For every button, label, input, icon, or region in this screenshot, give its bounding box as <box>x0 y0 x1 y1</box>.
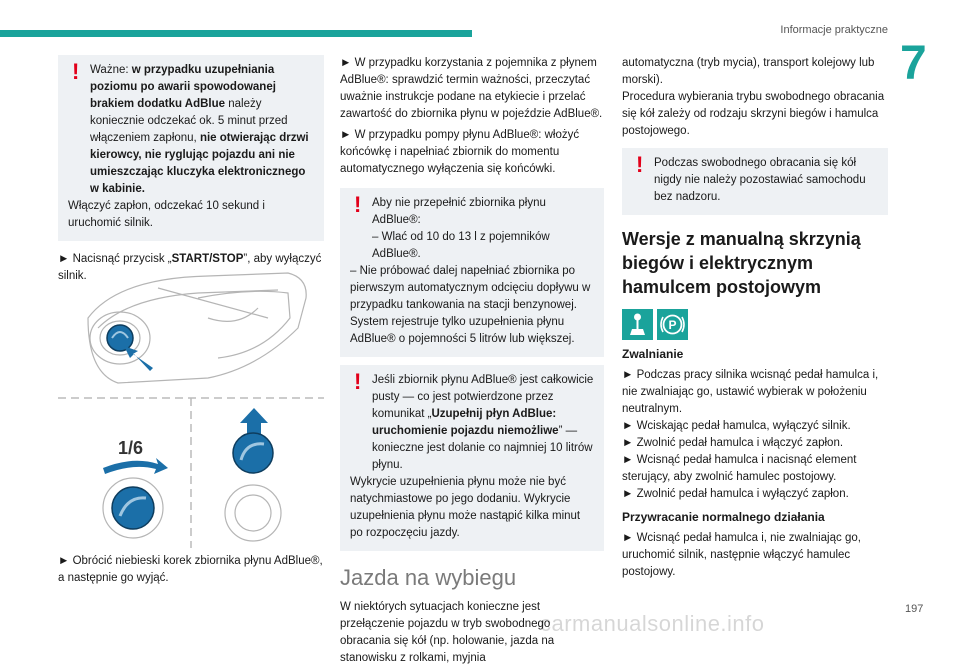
warning-2-line1: Aby nie przepełnić zbiornika płynu AdBlue®: <box>372 197 546 226</box>
warning-icon: ! <box>636 152 644 177</box>
procedure-text: Procedura wybierania trybu swobodnego obracania się kół zależy od rodzaju skrzyni biegów i hamulca postojowego. <box>622 91 885 137</box>
warning-icon: ! <box>354 192 362 217</box>
warning-box-1 <box>58 55 324 241</box>
column-1-bottom <box>58 553 324 591</box>
warning-box-4 <box>622 148 888 215</box>
step-container: ► W przypadku korzystania z pojemnika z płynem AdBlue®: sprawdzić termin ważności, przeczytać uważnie instrukcje podane na etykiecie i przelać zawartość do zbiornika płynu w pojeździe AdBlue®. <box>340 57 603 120</box>
svg-text:P: P <box>668 318 677 332</box>
warning-icon: ! <box>354 369 362 394</box>
step-remove-cap: ► Obrócić niebieski korek zbiornika płynu AdBlue®, a następnie go wyjąć. <box>58 555 323 584</box>
section-coasting-text: W niektórych sytuacjach konieczne jest przełączenie pojazdu w tryb swobodnego obracania się kół (np. holowanie, jazda na stanowisku z rolkami, myjnia <box>340 601 555 664</box>
release-step-5: ► Zwolnić pedał hamulca i wyłączyć zapłon. <box>622 488 849 500</box>
restore-step: ► Wcisnąć pedał hamulca i, nie zwalniając go, uruchomić silnik, następnie włączyć hamulec postojowy. <box>622 532 861 578</box>
release-step-1: ► Podczas pracy silnika wcisnąć pedał hamulca i, nie zwalniając go, ustawić wybierak w położeniu neutralnym. <box>622 369 879 415</box>
warning-box-2 <box>340 188 604 357</box>
warning-3-text1: Jeśli zbiornik płynu AdBlue® jest całkowicie pusty — co jest potwierdzone przez komunikat „ <box>372 374 594 420</box>
blue-cap-rotate <box>112 487 154 529</box>
warning-3-text2: ” — konieczne jest dolanie co najmniej 10 litrów płynu. <box>372 425 593 471</box>
warning-1-text1: należy koniecznie odczekać ok. 5 minut przed włączeniem zapłonu, <box>90 98 288 144</box>
release-step-4: ► Wcisnąć pedał hamulca i nacisnąć element sterujący, aby zwolnić hamulec postojowy. <box>622 454 857 483</box>
start-stop-label: START/STOP <box>171 253 244 265</box>
gear-lever-icon <box>622 309 653 340</box>
column-2 <box>340 55 604 671</box>
page-number: 197 <box>905 603 924 615</box>
header-title: Informacje praktyczne <box>780 24 888 36</box>
step-pump: ► W przypadku pompy płynu AdBlue®: włożyć końcówkę i napełniać zbiornik do momentu automatycznego wyłączenia się końcówki. <box>340 129 580 175</box>
release-step-3: ► Zwolnić pedał hamulca i włączyć zapłon. <box>622 437 844 449</box>
warning-1-bold1: w przypadku uzupełniania poziomu po awarii spowodowanej brakiem dodatku AdBlue <box>90 64 276 110</box>
col3-continuation: automatyczna (tryb mycia), transport kolejowy lub morski). <box>622 57 875 86</box>
warning-1-text2: Włączyć zapłon, odczekać 10 sekund i uruchomić silnik. <box>68 200 265 229</box>
header-accent-bar <box>0 30 472 37</box>
column-3 <box>622 55 888 585</box>
adblue-cap-illustration <box>58 258 324 548</box>
warning-box-3 <box>340 365 604 551</box>
release-step-2: ► Wciskając pedał hamulca, wyłączyć silnik. <box>622 420 851 432</box>
step-stop-engine-post: ”, aby wyłączyć silnik. <box>58 253 322 282</box>
subheading-restore: Przywracanie normalnego działania <box>622 510 825 524</box>
warning-3-text3: Wykrycie uzupełnienia płynu może nie być natychmiastowe po jego dodaniu. Wykrycie uzupełnienia płynu może nastąpić kilka minut po rozpoczęciu jazdy. <box>350 476 581 539</box>
section-heading-manual: Wersje z manualną skrzynią biegów i elektrycznym hamulcem postojowym <box>622 229 861 297</box>
warning-1-intro: Ważne: <box>90 64 132 76</box>
icon-row <box>622 309 888 340</box>
blue-cap-top <box>107 325 133 351</box>
parking-brake-icon <box>657 309 688 340</box>
watermark: carmanualsonline.info <box>540 611 765 636</box>
warning-1-bold2: nie otwierając drzwi kierowcy, nie ryglując pojazdu ani nie umieszczając kluczyka elektronicznego w kabinie. <box>90 132 309 195</box>
rotate-arrow <box>103 458 168 474</box>
pointer-arrow <box>124 346 153 371</box>
warning-3-text <box>350 369 594 474</box>
subheading-release: Zwalnianie <box>622 347 684 361</box>
section-heading-coasting: Jazda na wybiegu <box>340 565 517 590</box>
column-1 <box>58 55 324 289</box>
warning-icon: ! <box>72 59 80 84</box>
warning-4-text: Podczas swobodnego obracania się kół nigdy nie należy pozostawiać samochodu bez nadzoru. <box>654 157 866 203</box>
step-stop-engine-pre: ► Nacisnąć przycisk „ <box>58 253 172 265</box>
rotation-label: 1/6 <box>118 438 144 458</box>
warning-2-line2: – Wlać od 10 do 13 l z pojemników AdBlue®. <box>372 231 550 260</box>
warning-2-line4: System rejestruje tylko uzupełnienia płynu AdBlue® o pojemności 5 litrów lub większej. <box>350 316 575 345</box>
warning-2-line3: – Nie próbować dalej napełniać zbiornika po pierwszym automatycznym odcięciu dopływu w przypadku tankowania na stacji benzynowej. <box>350 265 591 311</box>
blue-cap-removed <box>233 433 273 473</box>
warning-3-message: Uzupełnij płyn AdBlue: uruchomienie pojazdu niemożliwe <box>372 408 559 437</box>
chapter-number: 7 <box>900 37 927 90</box>
warning-1-text <box>68 59 314 198</box>
